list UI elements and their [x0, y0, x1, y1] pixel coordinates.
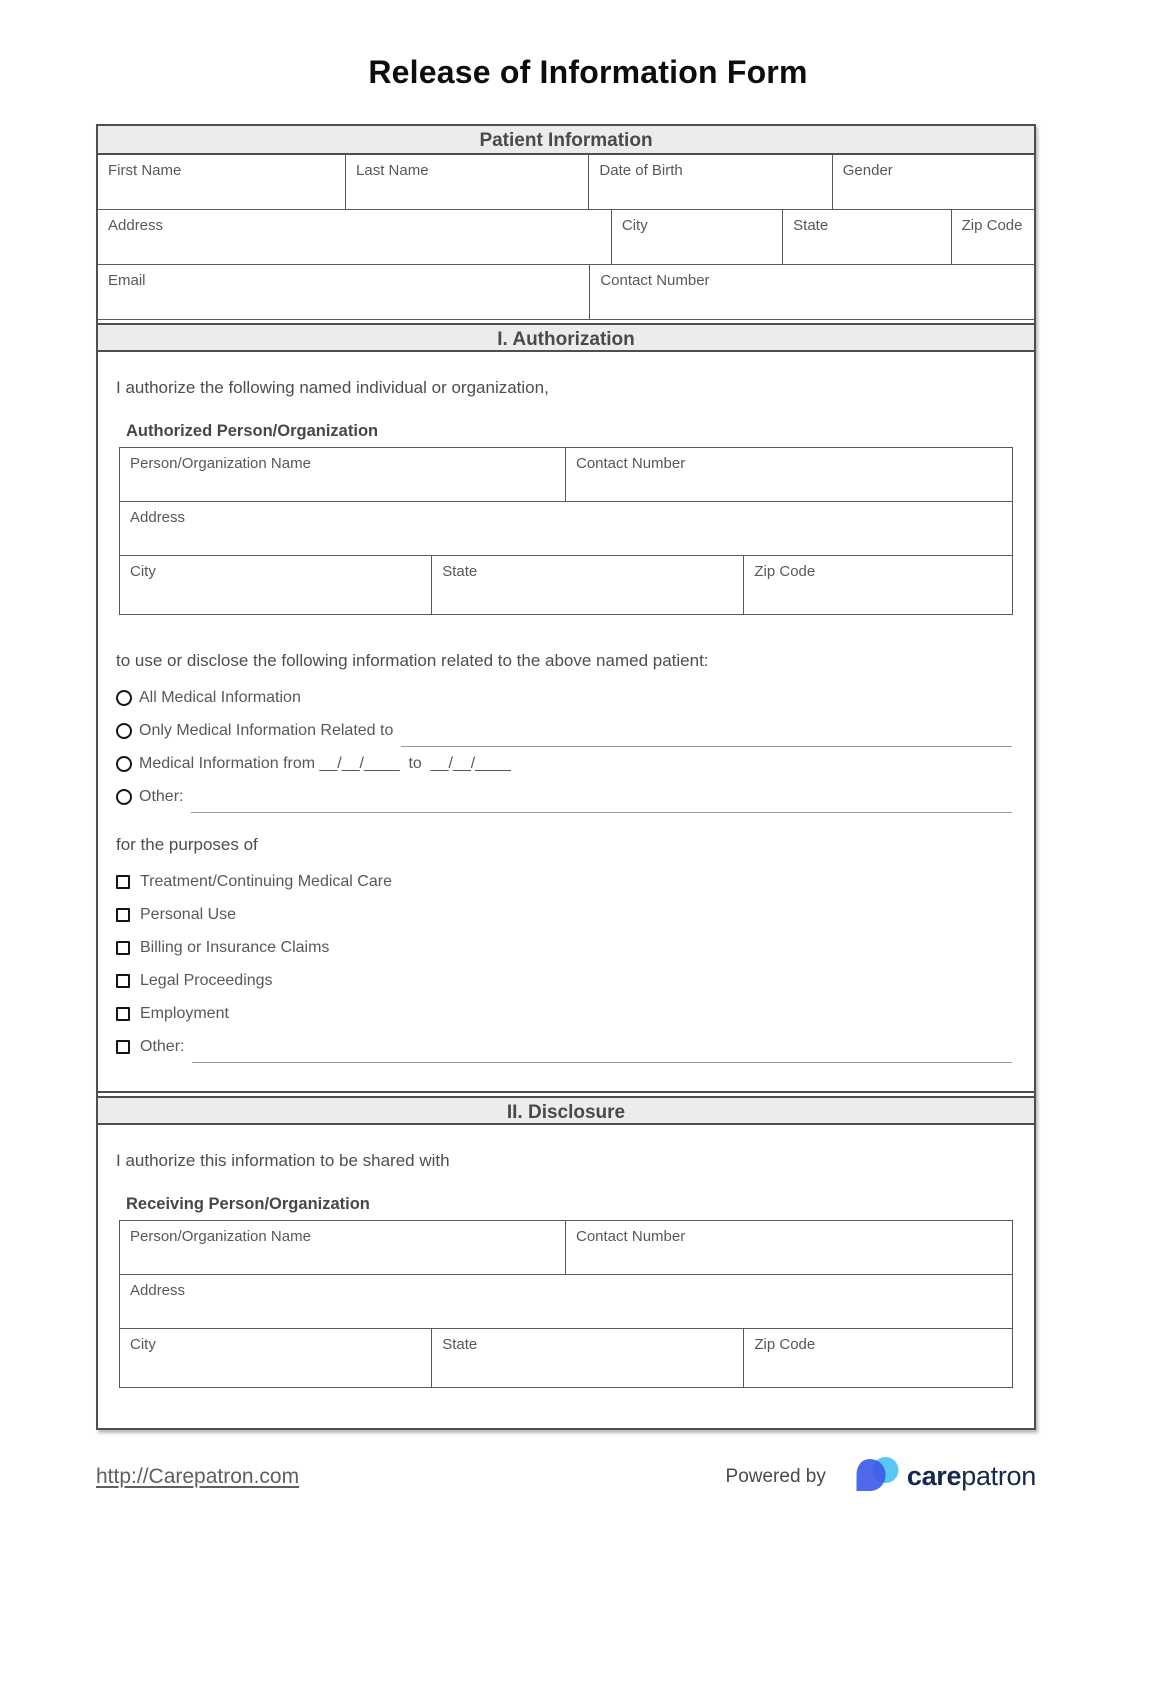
radio-label: Other: — [139, 787, 184, 805]
email-label: Email — [108, 272, 146, 289]
checkbox-other[interactable] — [116, 1030, 1014, 1063]
zip-code-label: Zip Code — [961, 217, 1023, 234]
section-header-authorization: I. Authorization — [98, 323, 1034, 352]
checkbox-label: Billing or Insurance Claims — [140, 938, 330, 956]
last-name-field[interactable] — [346, 155, 589, 209]
authorization-section-body — [98, 352, 1034, 1093]
auth-org-zip-label: Zip Code — [754, 563, 816, 580]
state-label: State — [793, 217, 829, 234]
date-of-birth-field[interactable] — [589, 155, 832, 209]
radio-all-medical-information[interactable] — [116, 681, 1014, 714]
related-to-blank-line[interactable] — [401, 737, 1012, 747]
auth-org-address-label: Address — [130, 509, 186, 526]
section-header-disclosure: II. Disclosure — [98, 1096, 1034, 1125]
auth-org-state-field[interactable] — [432, 556, 744, 614]
purpose-intro: for the purposes of — [116, 835, 258, 854]
recv-org-zip-field[interactable] — [744, 1329, 1012, 1387]
gender-field[interactable] — [833, 155, 1034, 209]
checkbox-icon[interactable] — [116, 908, 130, 922]
auth-org-address-field[interactable] — [120, 502, 1012, 555]
checkbox-personal-use[interactable] — [116, 898, 1014, 931]
email-field[interactable] — [98, 265, 590, 319]
checkbox-billing-insurance[interactable] — [116, 931, 1014, 964]
recv-org-address-label: Address — [130, 1282, 186, 1299]
address-label: Address — [108, 217, 164, 234]
radio-label: All Medical Information — [139, 688, 301, 706]
first-name-field[interactable] — [98, 155, 346, 209]
checkbox-icon[interactable] — [116, 1007, 130, 1021]
patient-row-1 — [98, 155, 1034, 210]
recv-org-zip-label: Zip Code — [754, 1336, 816, 1353]
radio-icon[interactable] — [116, 723, 132, 739]
recv-org-city-label: City — [130, 1336, 156, 1353]
page-footer — [96, 1456, 1036, 1497]
checkbox-icon[interactable] — [116, 974, 130, 988]
carepatron-wordmark — [907, 1461, 1036, 1492]
checkbox-legal-proceedings[interactable] — [116, 964, 1014, 997]
checkbox-label: Employment — [140, 1004, 229, 1022]
brand-care: care — [906, 1461, 962, 1491]
disclose-intro: to use or disclose the following information related to the above named patient: — [116, 651, 709, 670]
auth-org-name-field[interactable] — [120, 448, 566, 501]
radio-medical-information-date-range[interactable] — [116, 747, 1014, 780]
checkbox-icon[interactable] — [116, 941, 130, 955]
auth-org-city-label: City — [130, 563, 156, 580]
authorized-org-label: Authorized Person/Organization — [126, 422, 379, 440]
patient-row-3 — [98, 265, 1034, 320]
carepatron-logo-icon — [852, 1456, 900, 1497]
information-radio-group — [116, 681, 1014, 813]
recv-org-name-field[interactable] — [120, 1221, 566, 1274]
page-title: Release of Information Form — [368, 54, 808, 90]
powered-by-block — [726, 1456, 1036, 1497]
recv-org-contact-field[interactable] — [566, 1221, 1012, 1274]
recv-org-name-label: Person/Organization Name — [130, 1228, 311, 1245]
city-label: City — [621, 217, 648, 234]
contact-number-field[interactable] — [590, 265, 1034, 319]
other-blank-line[interactable] — [191, 803, 1012, 813]
powered-by-label: Powered by — [725, 1465, 826, 1487]
checkbox-icon[interactable] — [116, 1040, 130, 1054]
receiving-org-label: Receiving Person/Organization — [126, 1195, 370, 1213]
checkbox-employment[interactable] — [116, 997, 1014, 1030]
recv-org-city-field[interactable] — [120, 1329, 432, 1387]
checkbox-label: Personal Use — [140, 905, 237, 923]
city-field[interactable] — [612, 210, 783, 264]
date-of-birth-label: Date of Birth — [599, 162, 683, 179]
purpose-checkbox-group — [116, 865, 1014, 1063]
radio-icon[interactable] — [116, 690, 132, 706]
radio-icon[interactable] — [116, 756, 132, 772]
checkbox-label: Treatment/Continuing Medical Care — [140, 872, 392, 890]
address-field[interactable] — [98, 210, 612, 264]
recv-org-contact-label: Contact Number — [576, 1228, 686, 1245]
auth-org-state-label: State — [442, 563, 478, 580]
auth-org-contact-field[interactable] — [566, 448, 1012, 501]
checkbox-treatment[interactable] — [116, 865, 1014, 898]
zip-code-field[interactable] — [952, 210, 1034, 264]
last-name-label: Last Name — [356, 162, 429, 179]
radio-only-medical-information[interactable] — [116, 714, 1014, 747]
radio-icon[interactable] — [116, 789, 132, 805]
radio-label: Medical Information from __/__/____ to __/__/____ — [139, 754, 511, 772]
disclosure-intro: I authorize this information to be shared with — [116, 1151, 450, 1170]
auth-org-zip-field[interactable] — [744, 556, 1012, 614]
checkbox-icon[interactable] — [116, 875, 130, 889]
recv-org-address-field[interactable] — [120, 1275, 1012, 1328]
patient-row-2 — [98, 210, 1034, 265]
gender-label: Gender — [842, 162, 893, 179]
authorization-intro: I authorize the following named individual or organization, — [116, 378, 549, 397]
contact-number-label: Contact Number — [600, 272, 710, 289]
receiving-org-table — [119, 1220, 1013, 1388]
auth-org-city-field[interactable] — [120, 556, 432, 614]
authorized-org-table — [119, 447, 1013, 615]
state-field[interactable] — [783, 210, 951, 264]
auth-org-name-label: Person/Organization Name — [130, 455, 311, 472]
recv-org-state-field[interactable] — [432, 1329, 744, 1387]
purpose-other-blank-line[interactable] — [192, 1053, 1012, 1063]
recv-org-state-label: State — [442, 1336, 478, 1353]
disclosure-section-body — [98, 1125, 1034, 1428]
checkbox-label: Legal Proceedings — [140, 971, 273, 989]
auth-org-contact-label: Contact Number — [576, 455, 686, 472]
brand-patron: patron — [961, 1461, 1036, 1491]
checkbox-label: Other: — [140, 1037, 185, 1055]
first-name-label: First Name — [108, 162, 182, 179]
radio-other[interactable] — [116, 780, 1014, 813]
section-header-patient-information: Patient Information — [98, 126, 1034, 155]
release-of-information-form — [96, 124, 1036, 1430]
carepatron-link[interactable]: http://Carepatron.com — [96, 1464, 300, 1488]
radio-label: Only Medical Information Related to — [139, 721, 394, 739]
